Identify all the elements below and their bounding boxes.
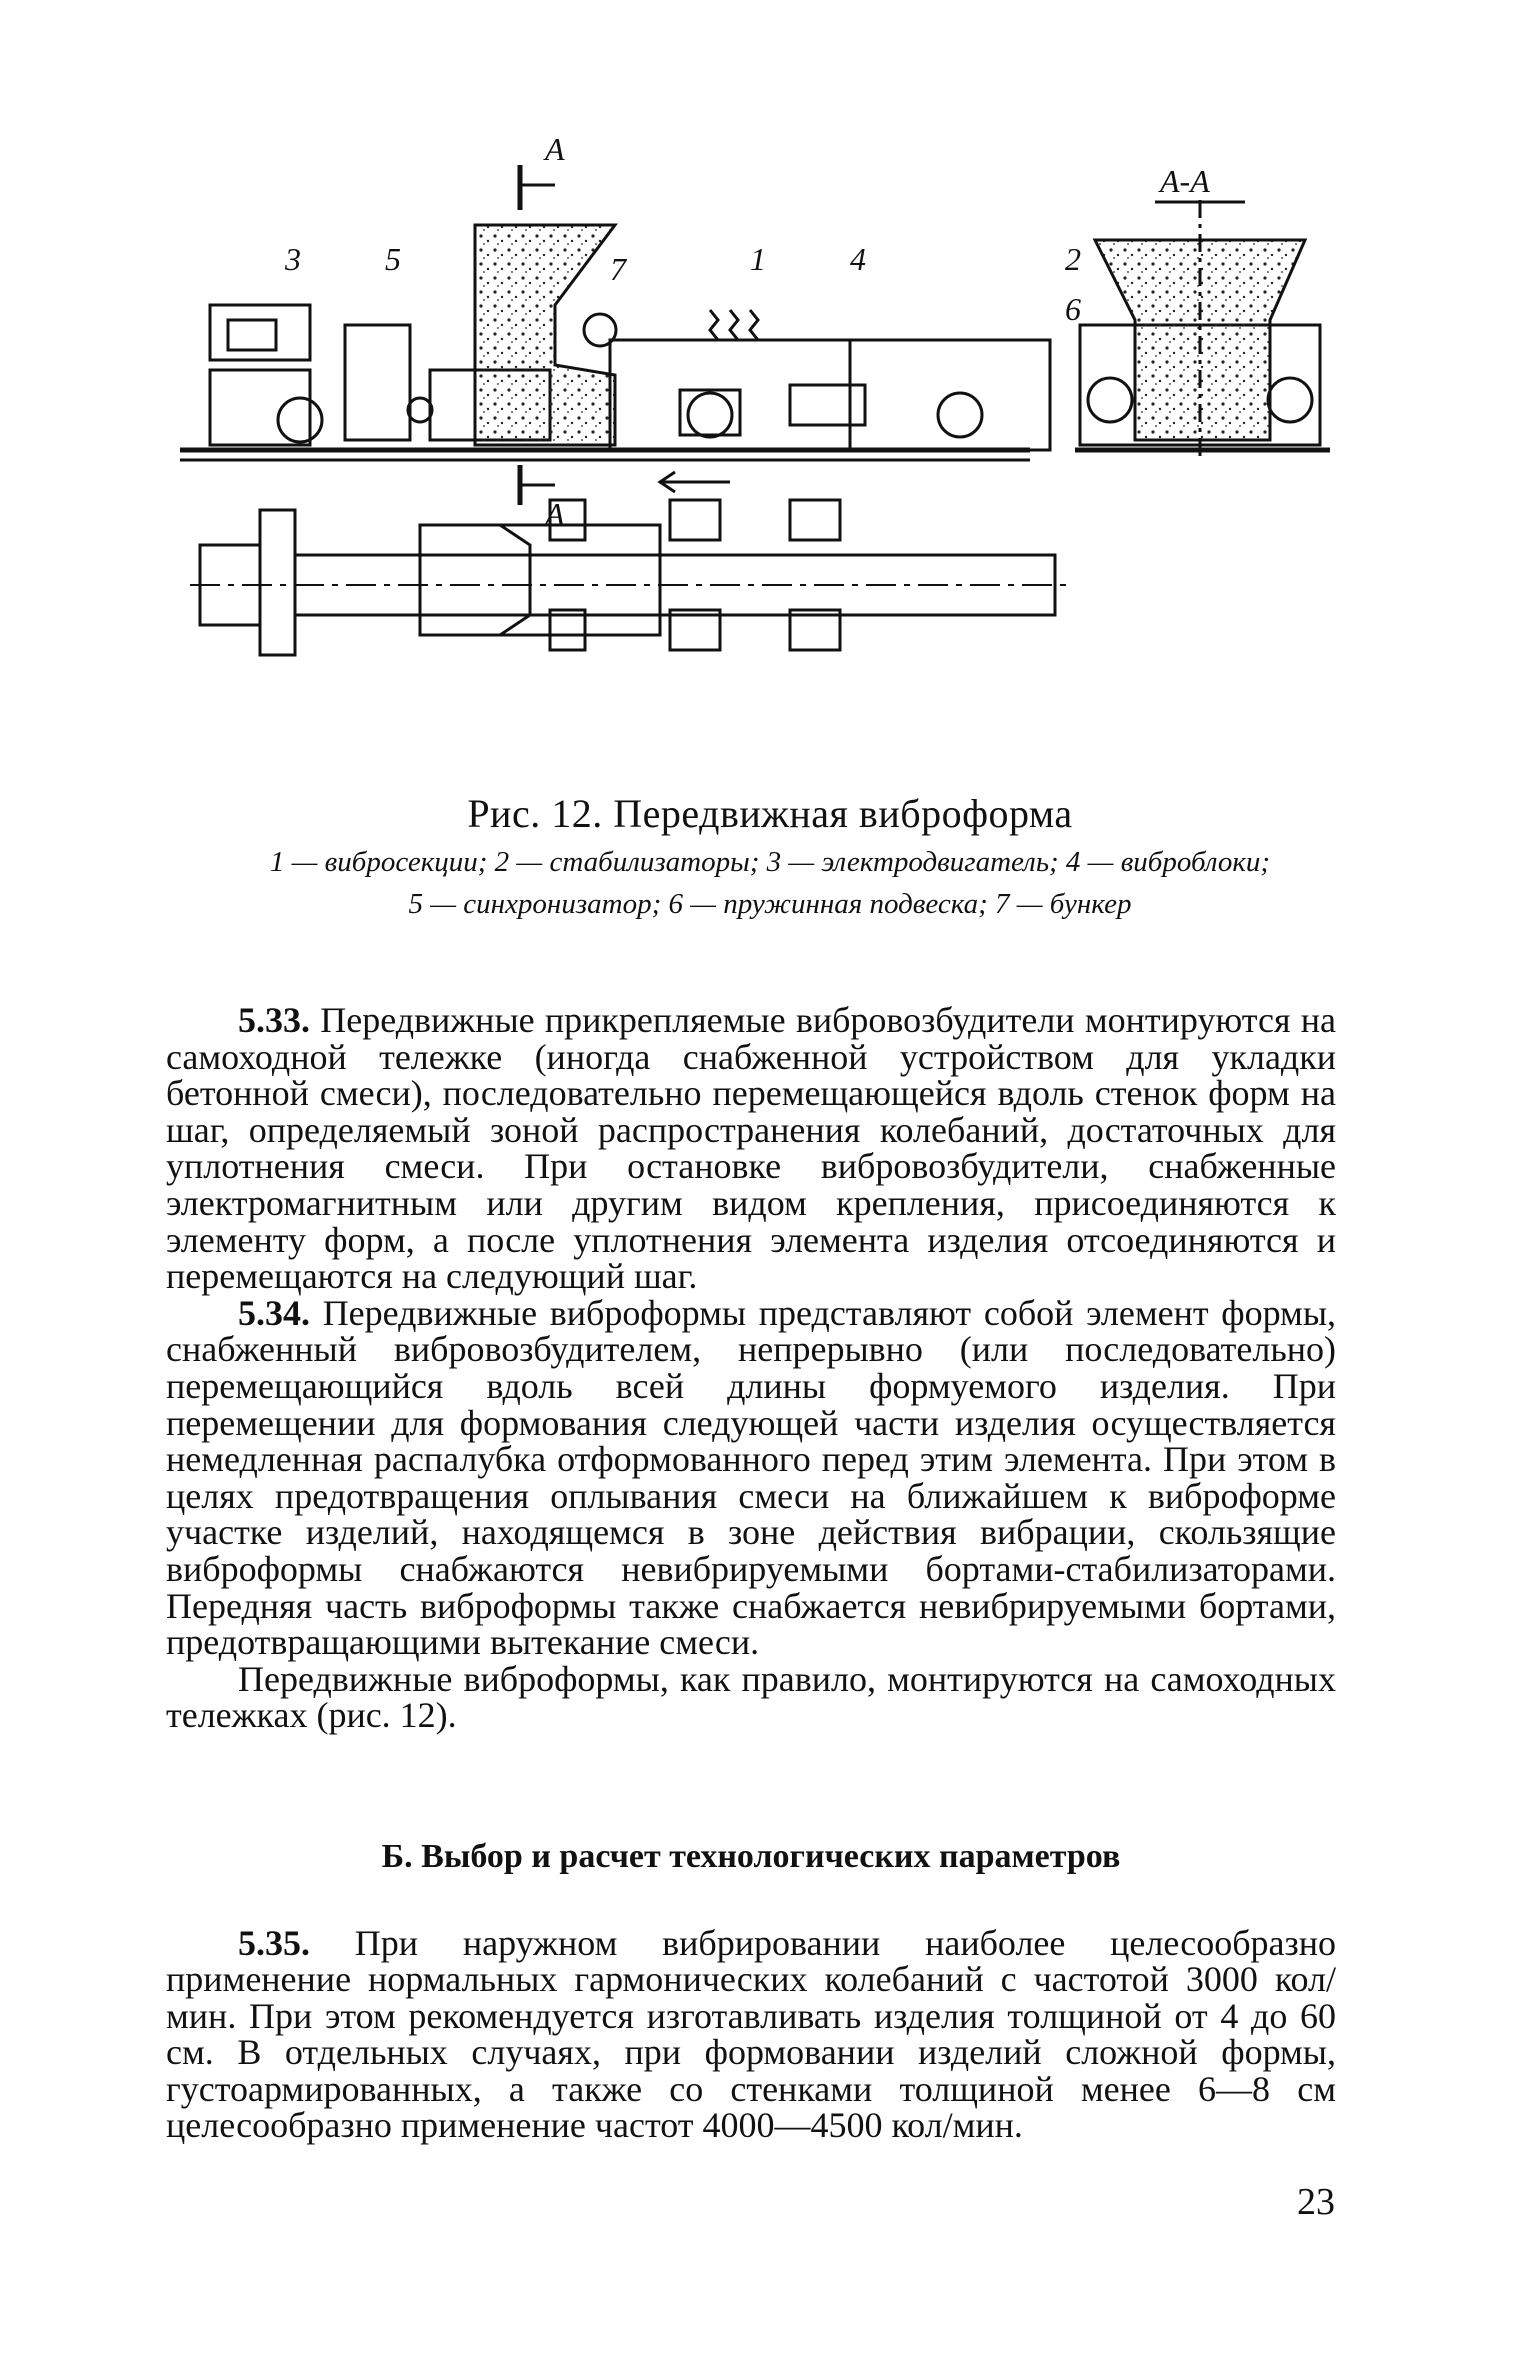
paragraph-text: Передвижные виброформы представляют собой элемент формы, снабженный вибровозбудителем, непрерывно (или последовательно) перемещающийся вдоль всей длины формуемого изделия. При перемещении для формования следующей части изделия осуществляется немедленная распалубка отформованного перед этим элемента. При этом в целях предотвращения оплывания смеси на ближайшем к виброформе участке изделий, находящемся в зоне действия вибрации, скользящие виброформы снабжаются невибрируемыми бортами-стабилизаторами. Передняя часть виброформы также снабжается невибрируемыми бортами, предотвращающими вытекание смеси.: [166, 1292, 1337, 1663]
paragraph-mobile-forms: [166, 1658, 1336, 1736]
callout-6: 6: [1065, 291, 1081, 327]
paragraph-text: Передвижные виброформы, как правило, монтируются на самоходных тележках (рис. 12).: [166, 1658, 1336, 1736]
callout-1: 1: [750, 241, 766, 277]
label-section-a-bottom: А: [545, 496, 565, 532]
paragraph-number: 5.34.: [238, 1292, 310, 1333]
paragraph-5-33: [166, 1002, 1336, 1295]
paragraph-number: 5.35.: [238, 1923, 310, 1963]
caption-title: Рис. 12. Передвижная виброформа: [467, 791, 1073, 836]
callout-4: 4: [850, 241, 866, 277]
callout-2: 2: [1065, 241, 1081, 277]
caption-legend-line-2: 5 — синхронизатор; 6 — пружинная подвеска; 7 — бункер: [408, 888, 1132, 920]
section-heading: Б. Выбор и расчет технологических параметров: [381, 1838, 1121, 1875]
figure-caption: [150, 790, 1390, 921]
technical-drawing: [170, 120, 1350, 760]
label-section-a-top: А: [545, 131, 565, 167]
paragraph-text: При наружном вибрировании наиболее целесообразно применение нормальных гармонических колебаний с частотой 3000 кол/мин. При этом рекомендуется изготавливать изделия толщиной от 4 до 60 см. В отдельных случаях, при формовании изделий сложной формы, густоармированных, а также со стенками толщиной менее 6—8 см целесообразно применение частот 4000—4500 кол/мин.: [166, 1923, 1337, 2146]
paragraph-number: 5.33.: [238, 1000, 310, 1040]
paragraph-5-34: [166, 1292, 1337, 1663]
paragraph-text: Передвижные прикрепляемые вибровозбудители монтируются на самоходной тележке (иногда снабженной устройством для укладки бетонной смеси), последовательно перемещающейся вдоль стенок форм на шаг, определяемый зоной распространения колебаний, достаточных для уплотнения смеси. При остановке вибровозбудители, снабженные электромагнитным или другим видом крепления, присоединяются к элементу форм, а после уплотнения элемента изделия отсоединяются и перемещаются на следующий шаг.: [166, 1000, 1337, 1297]
body-text-section-b: [166, 1923, 1337, 2146]
figure-mobile-vibroform: [170, 120, 1350, 760]
caption-legend-line-1: 1 — вибросекции; 2 — стабилизаторы; 3 — электродвигатель; 4 — виброблоки;: [269, 846, 1271, 878]
paragraph-5-35: [166, 1923, 1337, 2146]
callout-7: 7: [610, 251, 626, 287]
label-section-a-a: А-А: [1160, 163, 1210, 199]
callout-5: 5: [385, 241, 401, 277]
page-number: 23: [1297, 2181, 1335, 2223]
body-text: [166, 1002, 1336, 1734]
callout-3: 3: [285, 241, 301, 277]
